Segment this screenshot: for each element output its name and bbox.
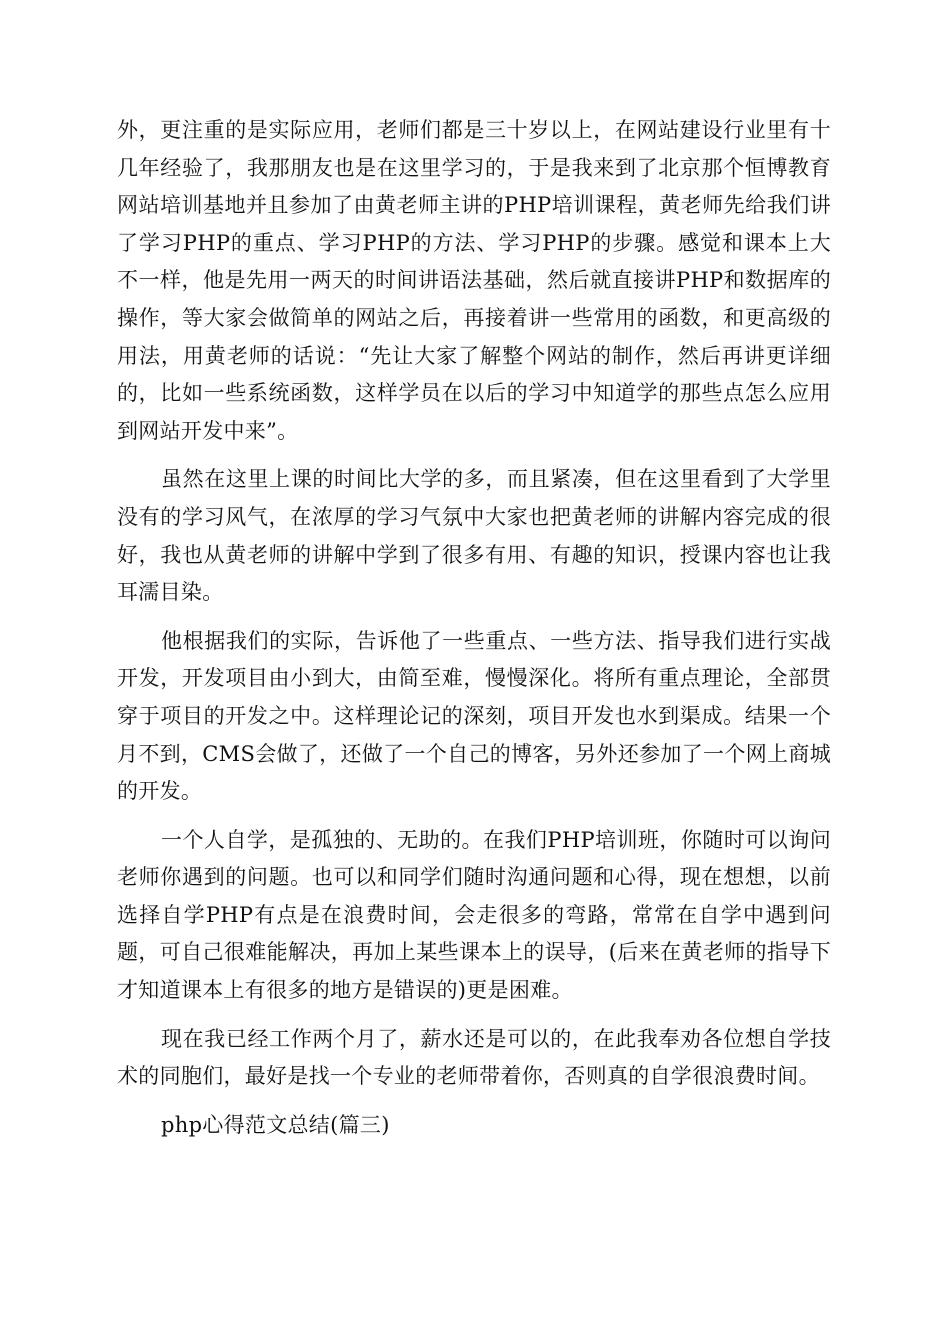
paragraph-continuation: 外，更注重的是实际应用，老师们都是三十岁以上，在网站建设行业里有十几年经验了，我那朋友也是在这里学习的，于是我来到了北京那个恒博教育网站培训基地并且参加了由黄老师主讲的PHP培训课程，黄老师先给我们讲了学习PHP的重点、学习PHP的方法、学习PHP的步骤。感觉和课本上大不一样，他是先用一两天的时间讲语法基础，然后就直接讲PHP和数据库的操作，等大家会做简单的网站之后，再接着讲一些常用的函数，和更高级的用法，用黄老师的话说：“先让大家了解整个网站的制作，然后再讲更详细的，比如一些系统函数，这样学员在以后的学习中知道学的那些点怎么应用到网站开发中来”。 [117,118,831,443]
document-page [117,112,831,1144]
paragraph-2: 虽然在这里上课的时间比大学的多，而且紧凑，但在这里看到了大学里没有的学习风气，在浓厚的学习气氛中大家也把黄老师的讲解内容完成的很好，我也从黄老师的讲解中学到了很多有用、有趣的知识，授课内容也让我耳濡目染。 [117,467,831,605]
paragraph-5: 现在我已经工作两个月了，薪水还是可以的，在此我奉劝各位想自学技术的同胞们，最好是找一个专业的老师带着你，否则真的自学很浪费时间。 [117,1026,831,1089]
paragraph-4: 一个人自学，是孤独的、无助的。在我们PHP培训班，你随时可以询问老师你遇到的问题。也可以和同学们随时沟通问题和心得，现在想想，以前选择自学PHP有点是在浪费时间，会走很多的弯路，常常在自学中遇到问题，可自己很难能解决，再加上某些课本上的误导，(后来在黄老师的指导下才知道课本上有很多的地方是错误的)更是困难。 [117,827,831,1003]
paragraph-3: 他根据我们的实际，告诉他了一些重点、一些方法、指导我们进行实战开发，开发项目由小到大，由简至难，慢慢深化。将所有重点理论，全部贯穿于项目的开发之中。这样理论记的深刻，项目开发也水到渠成。结果一个月不到，CMS会做了，还做了一个自己的博客，另外还参加了一个网上商城的开发。 [117,628,831,804]
section-heading: php心得范文总结(篇三) [161,1112,390,1137]
